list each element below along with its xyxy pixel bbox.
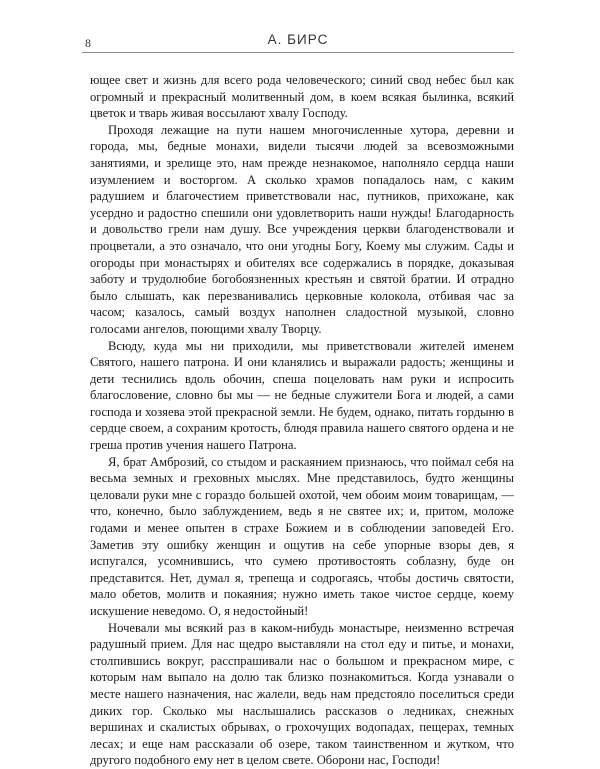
page-number: 8 bbox=[85, 36, 91, 50]
paragraph: Я, брат Амброзий, со стыдом и раскаянием признаюсь, что поймал себя на весьма земных и греховных мыслях. Мне представилось, будто женщины целовали руки мне с гораздо большей охотой, чем обоим моим товарищам, — что, конечно, было заблуждением, ведь я не святее их; и, притом, моложе годами и менее опытен в страхе Божием и в соблюдении заповедей Его. Заметив эту ошибку женщин и ощутив на себе упорные взоры дев, я испугался, усомнившись, что сумею противостоять соблазну, буде он представится. Нет, думал я, трепеща и содрогаясь, чтобы достичь святости, мало обетов, молитв и покаяния; нужно иметь такое чистое сердце, коему искушение неведомо. О, я недостойный! bbox=[90, 454, 514, 618]
paragraph: Проходя лежащие на пути нашем многочисленные хутора, деревни и города, мы, бедные монахи, видели тысячи людей за всевозможными занятиями, и зрелище это, нам прежде незнакомое, наполняло сердца наши изумлением и восторгом. А сколько храмов попадалось нам, с каким радушием и благочестием приветствовали нас, путников, прихожане, как усердно и радостно спешили они удовлетворить наши нужды! Благодарность и довольство грели нам душу. Все учреждения церкви благоденствовали и процветали, а это означало, что они угодны Богу, Коему мы служим. Сады и огороды при монастырях и обителях все содержались в порядке, доказывая заботу и трудолюбие богобоязненных крестьян и святой братии. И отрадно было слышать, как перезванивались церковные колокола, отбивая час за часом; казалось, самый воздух наполнен сладостной музыкой, словно голосами ангелов, поющими хвалу Творцу. bbox=[90, 122, 514, 336]
body-text bbox=[90, 72, 514, 769]
paragraph: ющее свет и жизнь для всего рода человеческого; синий свод небес был как огромный и прекрасный молитвенный дом, в коем всякая былинка, всякий цветок и тварь живая воссылают хвалу Господу. bbox=[90, 73, 514, 121]
paragraph: Ночевали мы всякий раз в каком-нибудь монастыре, неизменно встречая радушный прием. Для нас щедро выставляли на стол еду и питье, и монахи, столпившись вокруг, расспрашивали нас о большом и прекрасном мире, с которым нам выпало на долю так близко познакомиться. Когда узнавали о месте нашего назначения, нас жалели, ведь нам предстояло поселиться среди диких гор. Сколько мы наслышались рассказов о ледниках, снежных вершинах и скалистых обрывах, о грохочущих водопадах, пещерах, темных лесах; и еще нам рассказали об озере, таком таинственном и жутком, что другого подобного ему нет в целом свете. Оборони нас, Господи! bbox=[90, 620, 514, 768]
paragraph: Всюду, куда мы ни приходили, мы приветствовали жителей именем Святого, нашего патрона. И они кланялись и выражали радость; женщины и дети теснились вдоль обочин, спеша поцеловать нам руки и испросить благословение, словно бы мы — не бедные служители Бога и людей, а сами господа и хозяева этой прекрасной земли. Не будем, однако, питать гордыню в сердце своем, а сохраним кротость, блюдя правила нашего святого ордена и не греша против учения нашего Патрона. bbox=[90, 338, 514, 453]
running-head: А. БИРС bbox=[267, 32, 329, 47]
page-header bbox=[82, 30, 514, 53]
